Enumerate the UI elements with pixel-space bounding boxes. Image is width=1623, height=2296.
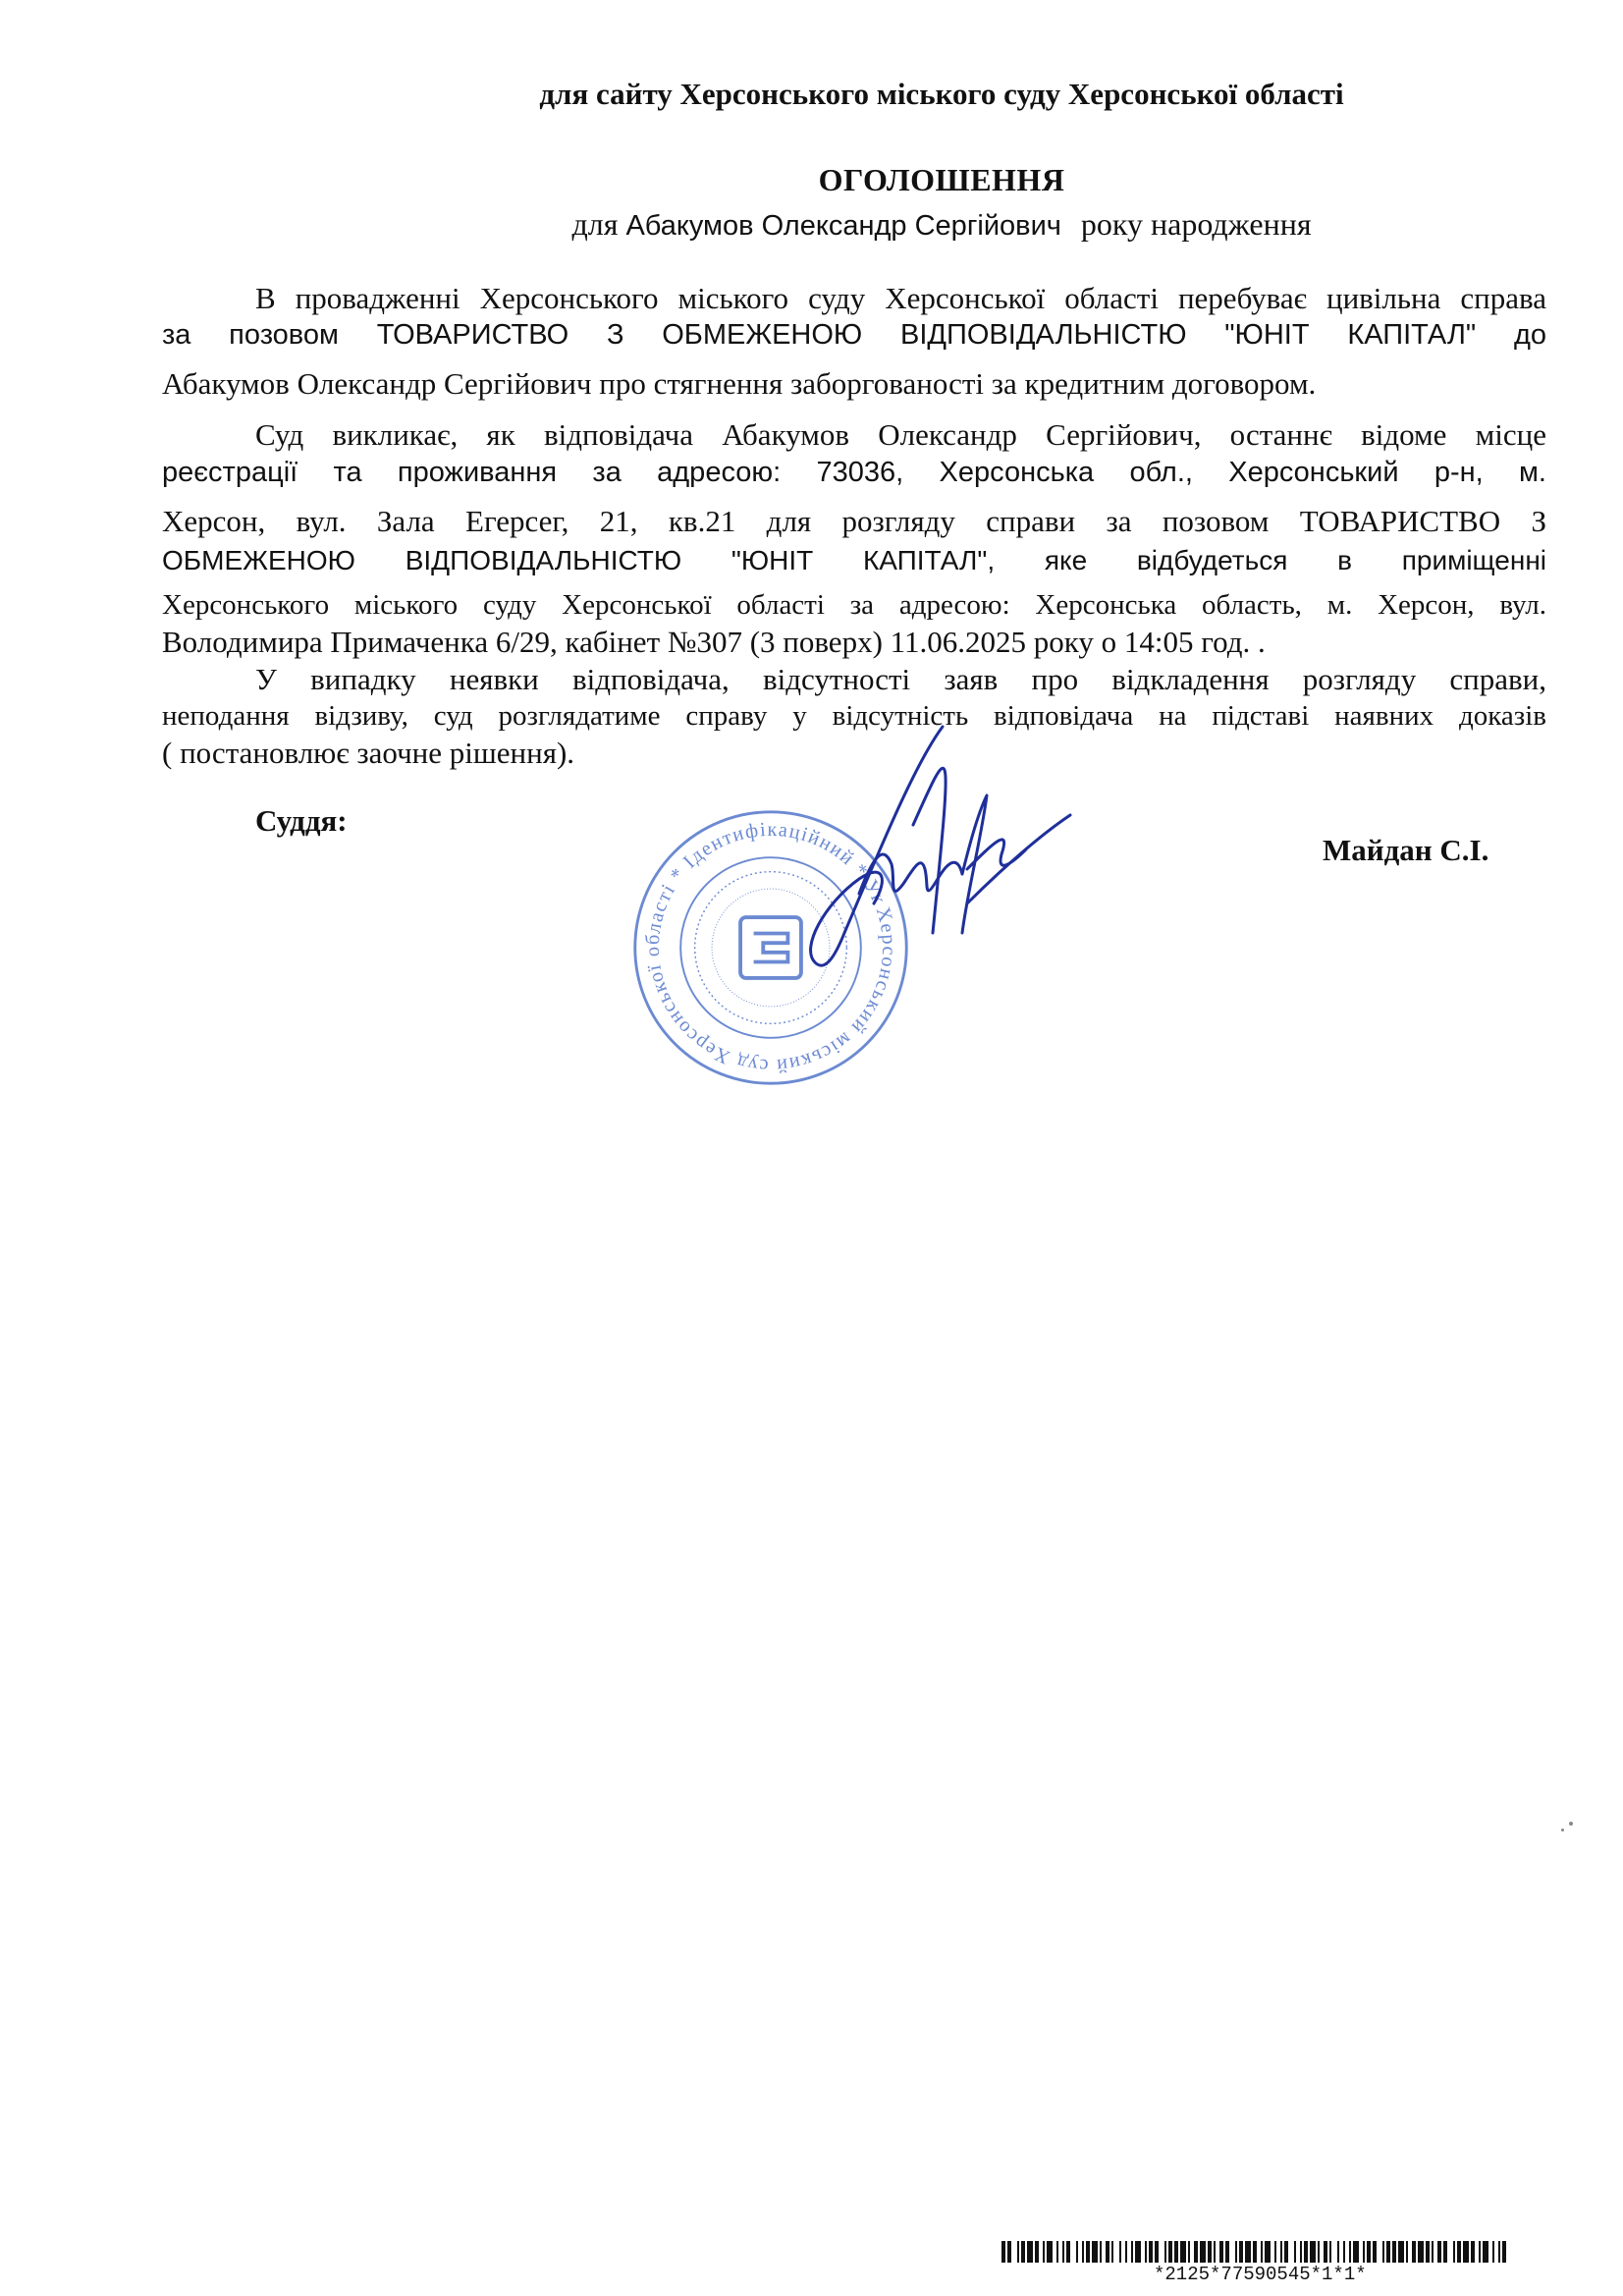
- paragraph-1-line-2: за позовом ТОВАРИСТВО З ОБМЕЖЕНОЮ ВІДПОВІДАЛЬНІСТЮ "ЮНІТ КАПІТАЛ" до: [162, 319, 1546, 351]
- document-header: для сайту Херсонського міського суду Херсонської області: [539, 77, 1344, 111]
- paragraph-3-line-3: ( постановлює заочне рішення).: [162, 736, 575, 770]
- paragraph-2-line-3: Херсон, вул. Зала Егерсег, 21, кв.21 для розгляду справи за позовом ТОВАРИСТВО З: [162, 504, 1546, 538]
- svg-text:Херсонський міський суд Херсон: Херсонський міський суд Херсонської області * Ідентифікаційний * Україна: [641, 818, 900, 1077]
- document-subtitle: [0, 206, 1623, 243]
- barcode-text: *2125*77590545*1*1*: [1154, 2264, 1367, 2285]
- judge-label: Суддя:: [255, 803, 348, 838]
- paragraph-1-line-3: Абакумов Олександр Сергійович про стягнення заборгованості за кредитним договором.: [162, 366, 1317, 401]
- paragraph-2-line-4: ОБМЕЖЕНОЮ ВІДПОВІДАЛЬНІСТЮ "ЮНІТ КАПІТАЛ", яке відбудеться в приміщенні: [162, 545, 1546, 575]
- paragraph-2-line-1: Суд викликає, як відповідача Абакумов Олександр Сергійович, останнє відоме місце: [255, 417, 1546, 452]
- subtitle-prefix: для: [571, 206, 619, 242]
- subtitle-suffix: року народження: [1080, 206, 1312, 242]
- paragraph-3-line-1: У випадку неявки відповідача, відсутності заяв про відкладення розгляду справи,: [255, 662, 1546, 696]
- paragraph-2-line-6: Володимира Примаченка 6/29, кабінет №307 (3 поверх) 11.06.2025 року о 14:05 год. .: [162, 625, 1266, 659]
- barcode-icon: [1001, 2241, 1512, 2263]
- paragraph-2-line-2: реєстрації та проживання за адресою: 73036, Херсонська обл., Херсонський р-н, м.: [162, 457, 1546, 488]
- judge-signature-icon: [766, 707, 1080, 1002]
- scan-speck: [1561, 1829, 1564, 1831]
- paragraph-2-line-5: Херсонського міського суду Херсонської області за адресою: Херсонська область, м. Херсон, вул.: [162, 589, 1546, 621]
- paragraph-1-line-1: В провадженні Херсонського міського суду Херсонської області перебуває цивільна справа: [255, 281, 1546, 315]
- judge-name: Майдан С.І.: [1323, 833, 1489, 867]
- document-title: ОГОЛОШЕННЯ: [818, 162, 1065, 197]
- paragraph-3-line-2: неподання відзиву, суд розглядатиме справу у відсутність відповідача на підставі наявних доказів: [162, 700, 1546, 732]
- subtitle-name: Абакумов Олександр Сергійович: [625, 210, 1061, 242]
- scan-speck: [1569, 1822, 1573, 1826]
